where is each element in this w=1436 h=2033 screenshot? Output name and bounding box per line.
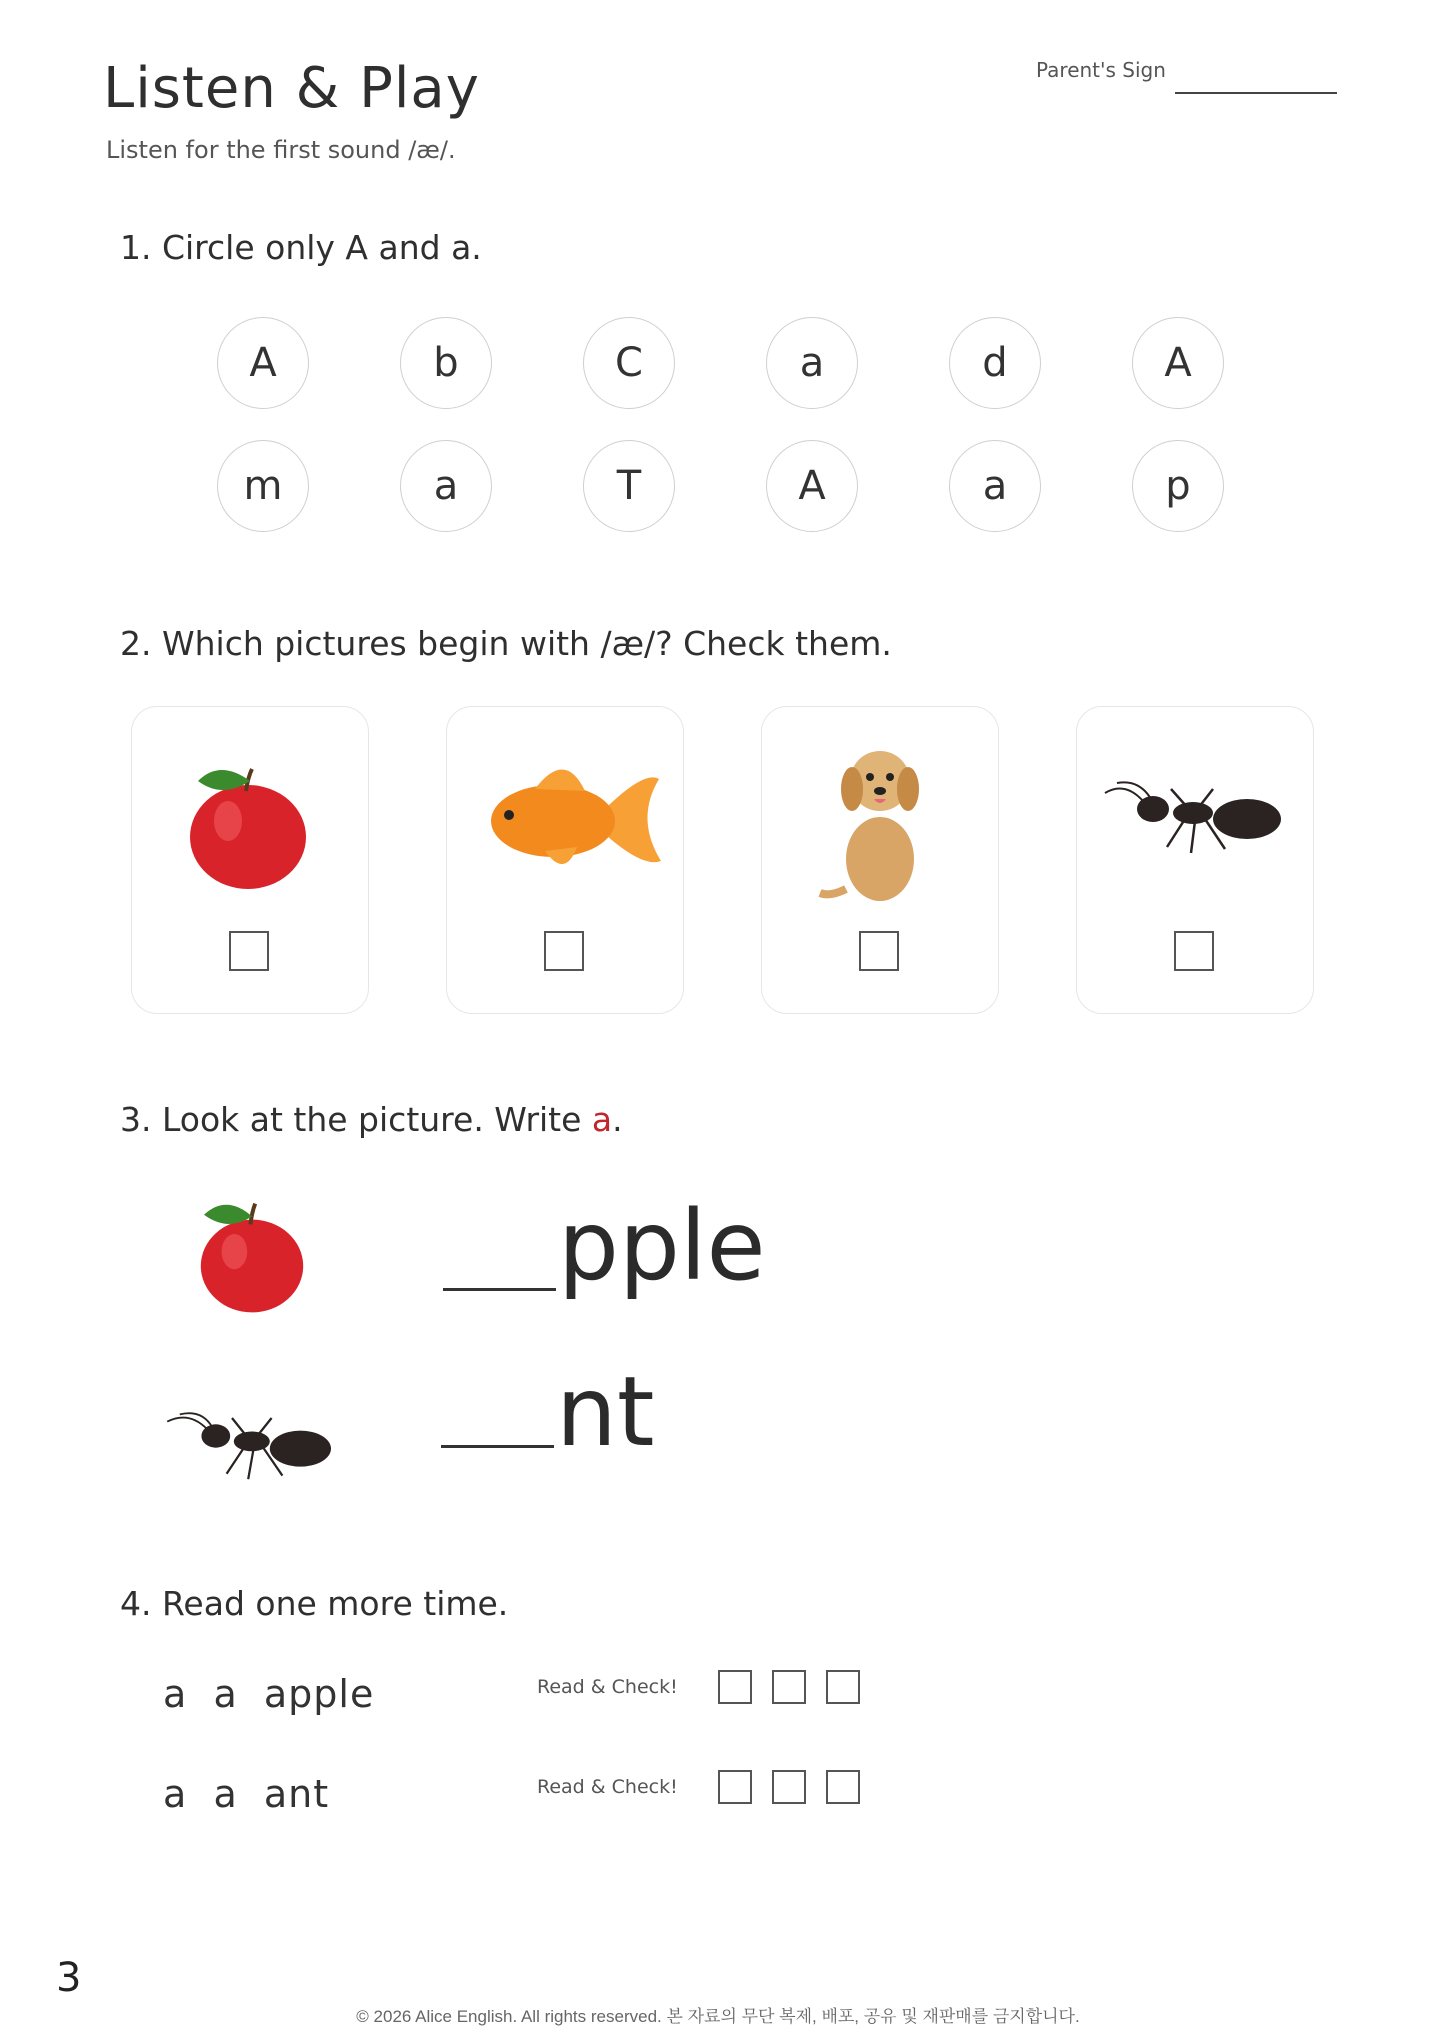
section-4-heading: 4. Read one more time. (120, 1584, 509, 1623)
word-rest-apple: pple (558, 1190, 766, 1302)
letter-circle[interactable]: T (583, 440, 675, 532)
letter-circle[interactable]: A (766, 440, 858, 532)
parent-sign-line[interactable] (1175, 92, 1337, 94)
section-3-heading-prefix: 3. Look at the picture. Write (120, 1100, 592, 1139)
check-box-puppy[interactable] (859, 931, 899, 971)
check-box-ant[interactable] (1174, 931, 1214, 971)
letter-circle[interactable]: m (217, 440, 309, 532)
check-box-apple[interactable] (229, 931, 269, 971)
page-title: Listen & Play (103, 56, 480, 121)
picture-card-puppy (761, 706, 999, 1014)
page-number: 3 (56, 1955, 82, 2001)
section-3-heading (120, 1100, 623, 1139)
letter-circle[interactable]: a (949, 440, 1041, 532)
read-check-boxes-ant (718, 1770, 860, 1804)
ant-image (1095, 729, 1295, 909)
read-check-box[interactable] (718, 1770, 752, 1804)
read-check-boxes-apple (718, 1670, 860, 1704)
parent-sign-label: Parent's Sign (1036, 58, 1166, 82)
page-subtitle: Listen for the first sound /æ/. (106, 136, 456, 164)
check-box-goldfish[interactable] (544, 931, 584, 971)
write-ant-image (160, 1390, 340, 1500)
letter-circle[interactable]: d (949, 317, 1041, 409)
write-blank-ant[interactable] (441, 1445, 554, 1448)
copyright-footer: © 2026 Alice English. All rights reserved. 본 자료의 무단 복제, 배포, 공유 및 재판매를 금지합니다. (356, 2007, 1080, 2026)
read-check-label: Read & Check! (537, 1776, 678, 1798)
section-2-heading: 2. Which pictures begin with /æ/? Check them. (120, 624, 892, 663)
read-check-box[interactable] (826, 1670, 860, 1704)
word-rest-ant: nt (556, 1356, 655, 1468)
write-apple-image (172, 1170, 332, 1330)
section-3-heading-letter: a (591, 1100, 613, 1139)
read-check-box[interactable] (772, 1770, 806, 1804)
letter-circle[interactable]: A (1132, 317, 1224, 409)
letter-circle[interactable]: A (217, 317, 309, 409)
read-check-box[interactable] (718, 1670, 752, 1704)
section-1-heading: 1. Circle only A and a. (120, 228, 482, 267)
puppy-image (780, 729, 980, 909)
read-check-box[interactable] (826, 1770, 860, 1804)
letter-circle[interactable]: p (1132, 440, 1224, 532)
read-check-label: Read & Check! (537, 1676, 678, 1698)
read-check-box[interactable] (772, 1670, 806, 1704)
letter-circle[interactable]: b (400, 317, 492, 409)
letter-circle[interactable]: a (400, 440, 492, 532)
letter-grid (217, 317, 1229, 532)
section-3-heading-suffix: . (612, 1100, 623, 1139)
picture-card-goldfish (446, 706, 684, 1014)
write-blank-apple[interactable] (443, 1288, 556, 1291)
picture-card-ant (1076, 706, 1314, 1014)
picture-card-apple (131, 706, 369, 1014)
apple-image (150, 729, 350, 909)
read-row-ant-text: a a ant (163, 1772, 330, 1816)
letter-circle[interactable]: C (583, 317, 675, 409)
picture-cards (131, 706, 1314, 1014)
goldfish-image (465, 729, 665, 909)
letter-circle[interactable]: a (766, 317, 858, 409)
read-row-apple-text: a a apple (163, 1672, 375, 1716)
